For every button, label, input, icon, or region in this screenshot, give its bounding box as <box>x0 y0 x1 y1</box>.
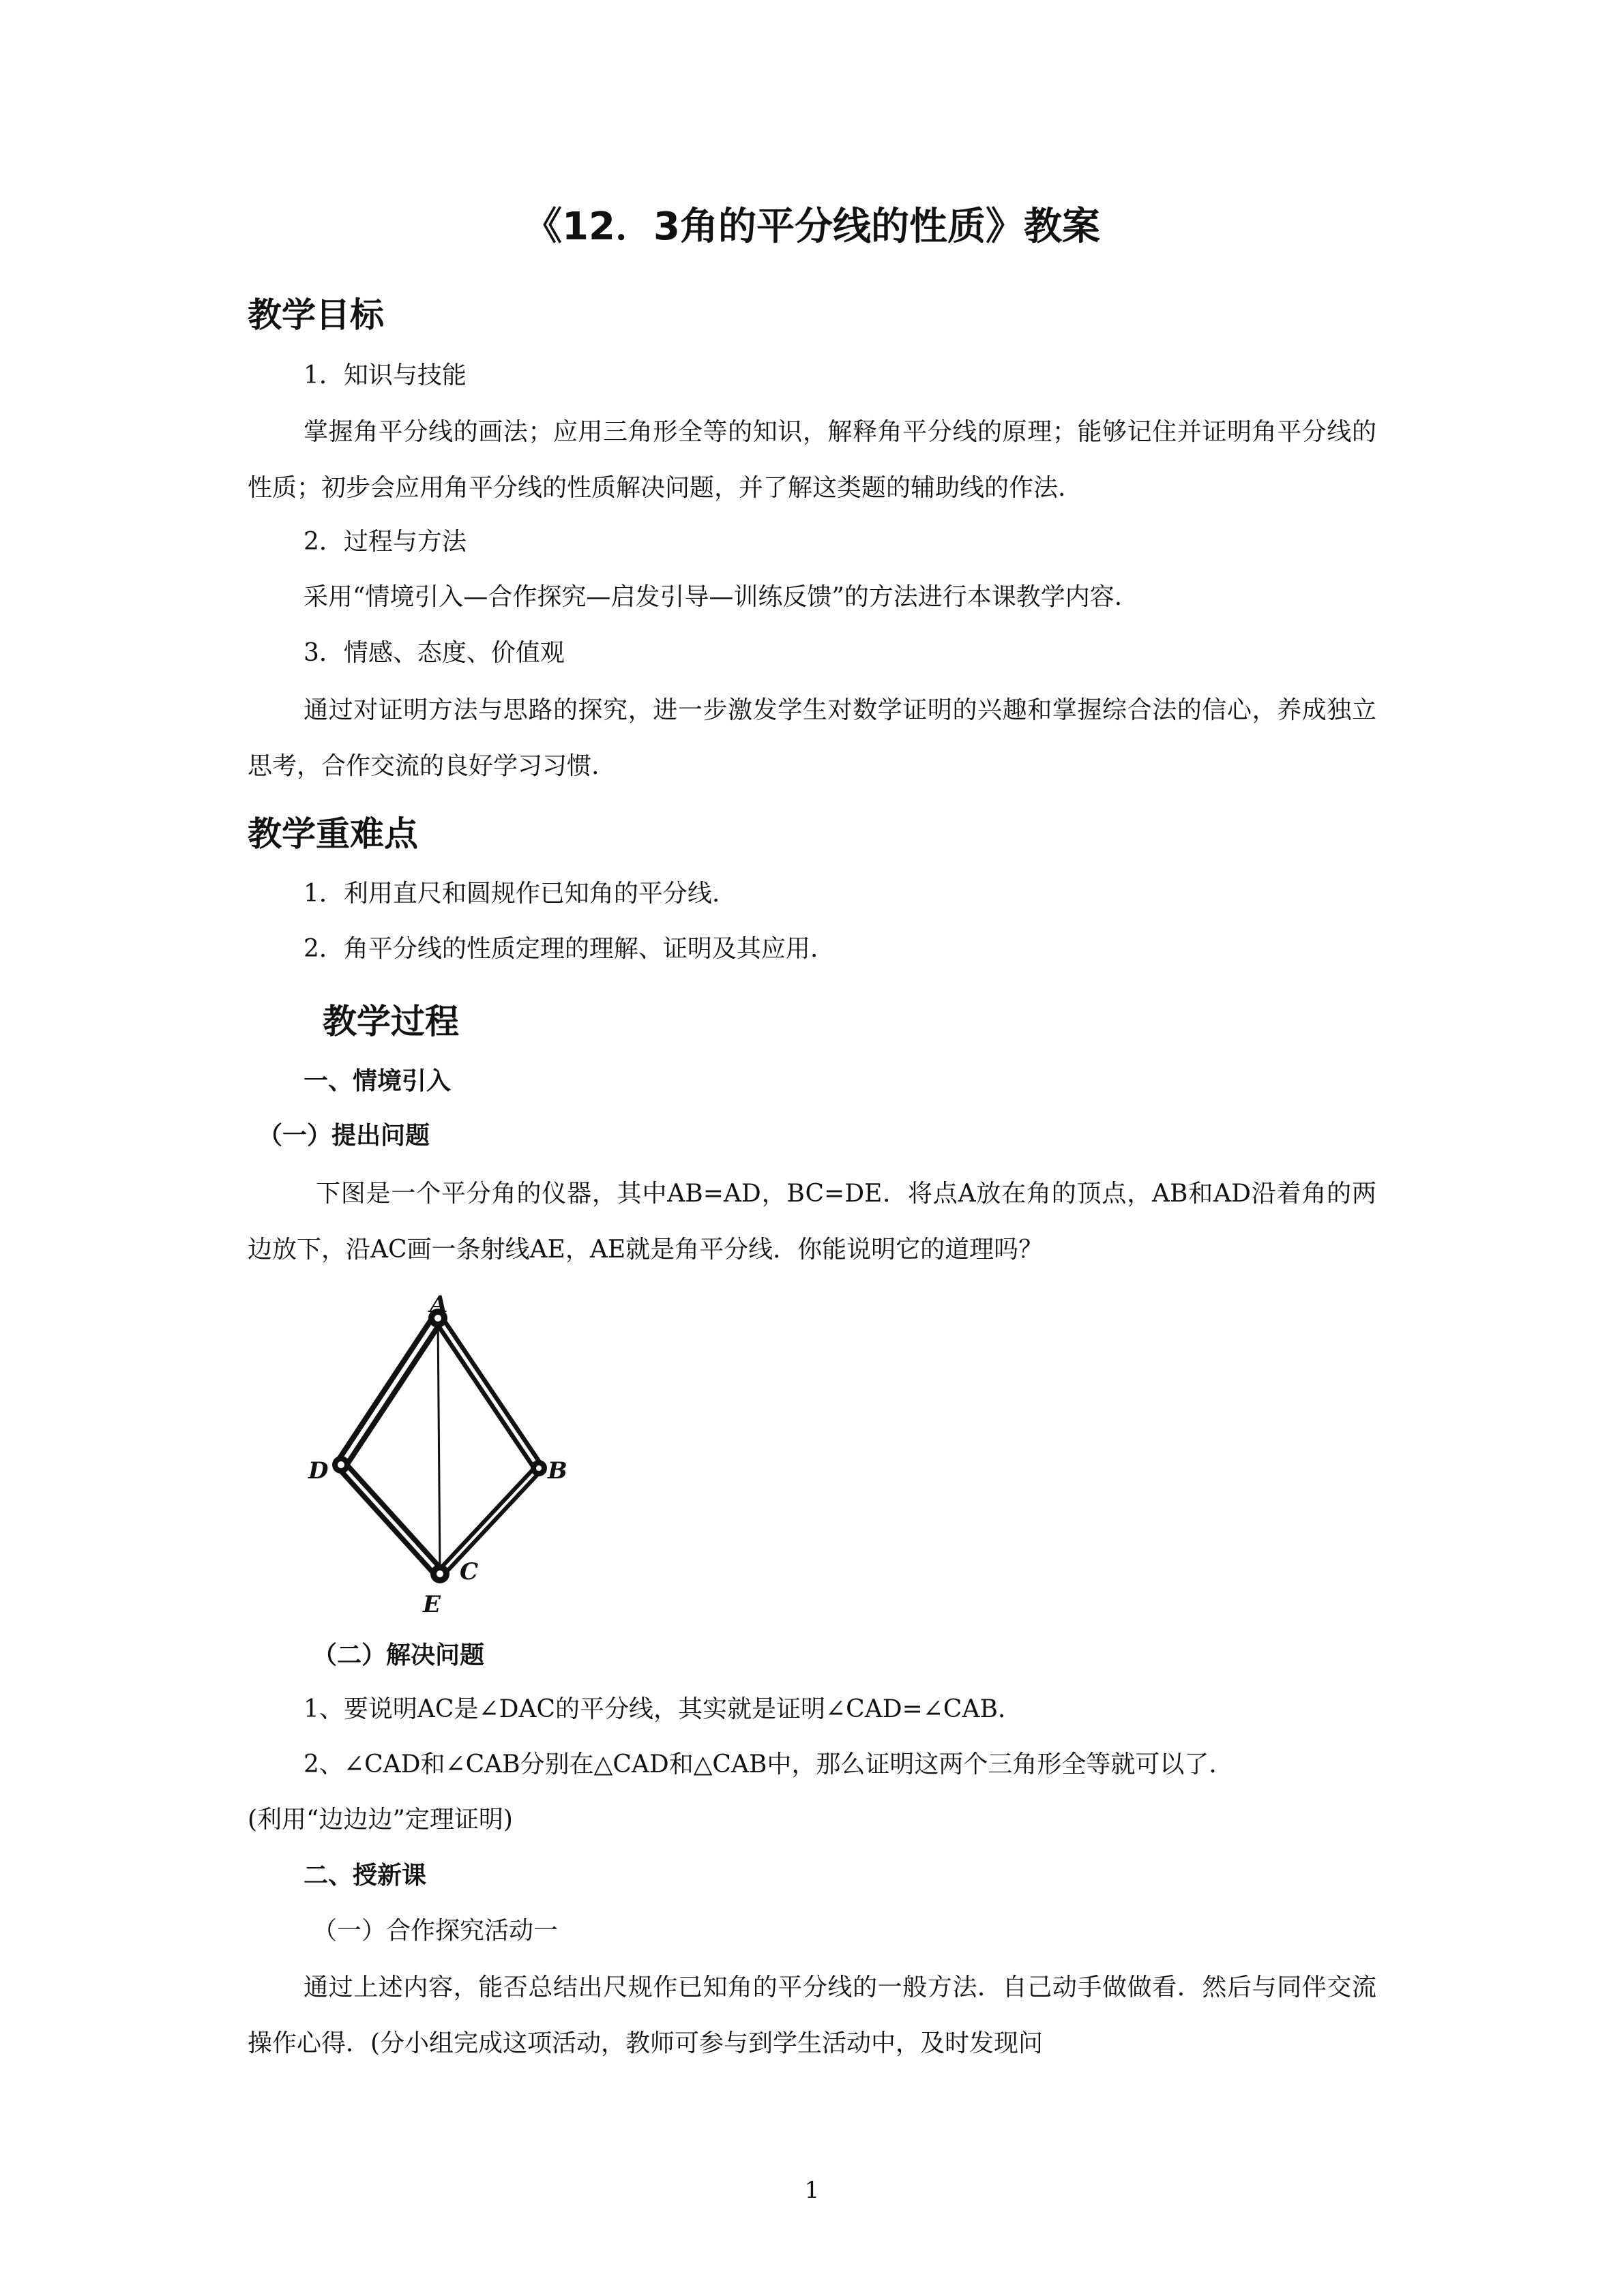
page-number: 1 <box>804 2177 820 2204</box>
process-part-1-sub-1-heading: （一）提出问题 <box>258 1122 430 1150</box>
key-point-item-2: 2．角平分线的性质定理的理解、证明及其应用. <box>304 935 818 963</box>
process-part-1-sub-2-heading: （二）解决问题 <box>312 1641 485 1669</box>
instrument-diagram <box>300 1294 587 1620</box>
section-heading-key-points: 教学重难点 <box>248 814 418 854</box>
label-d: D <box>308 1457 329 1485</box>
label-c: C <box>460 1558 479 1585</box>
process-part-2-sub-1-heading: （一）合作探究活动一 <box>312 1917 559 1945</box>
objective-item-2: 2．过程与方法 <box>304 528 467 556</box>
objective-item-2-text: 采用“情境引入—合作探究—启发引导—训练反馈”的方法进行本课教学内容. <box>304 583 1123 611</box>
process-part-1-sub-2-item-2: 2、∠CAD和∠CAB分别在△CAD和△CAB中，那么证明这两个三角形全等就可以了. <box>304 1750 1217 1778</box>
process-part-1-sub-2-item-1: 1、要说明AC是∠DAC的平分线，其实就是证明∠CAD=∠CAB. <box>304 1695 1006 1723</box>
objective-item-3: 3．情感、态度、价值观 <box>304 639 565 667</box>
document-title: 《12．3角的平分线的性质》教案 <box>524 205 1100 249</box>
angle-bisector-instrument-figure <box>300 1294 587 1620</box>
process-part-1-sub-2-item-2-note: (利用“边边边”定理证明) <box>248 1806 513 1834</box>
section-heading-process: 教学过程 <box>323 1002 459 1041</box>
objective-item-3-text: 通过对证明方法与思路的探究，进一步激发学生对数学证明的兴趣和掌握综合法的信心，养成独立思考，合作交流的良好学习习惯. <box>248 696 1376 780</box>
process-part-1-sub-1-text: 下图是一个平分角的仪器，其中AB=AD，BC=DE．将点A放在角的顶点，AB和AD沿着角的两边放下，沿AC画一条射线AE，AE就是角平分线．你能说明它的道理吗？ <box>248 1180 1376 1264</box>
process-part-1-heading: 一、情境引入 <box>304 1067 452 1095</box>
label-e: E <box>423 1591 441 1618</box>
process-part-2-sub-1-text: 通过上述内容，能否总结出尺规作已知角的平分线的一般方法．自己动手做做看．然后与同伴交流操作心得．(分小组完成这项活动，教师可参与到学生活动中，及时发现问 <box>248 1973 1376 2057</box>
section-heading-objectives: 教学目标 <box>248 295 384 335</box>
label-b: B <box>548 1457 567 1485</box>
objective-item-1: 1．知识与技能 <box>304 361 467 389</box>
objective-item-1-text: 掌握角平分线的画法；应用三角形全等的知识，解释角平分线的原理；能够记住并证明角平分线的性质；初步会应用角平分线的性质解决问题，并了解这类题的辅助线的作法. <box>248 418 1376 502</box>
label-a: A <box>430 1294 448 1318</box>
bisector-line-ae <box>438 1318 440 1574</box>
process-part-2-heading: 二、授新课 <box>304 1862 427 1890</box>
key-point-item-1: 1．利用直尺和圆规作已知角的平分线. <box>304 880 720 908</box>
